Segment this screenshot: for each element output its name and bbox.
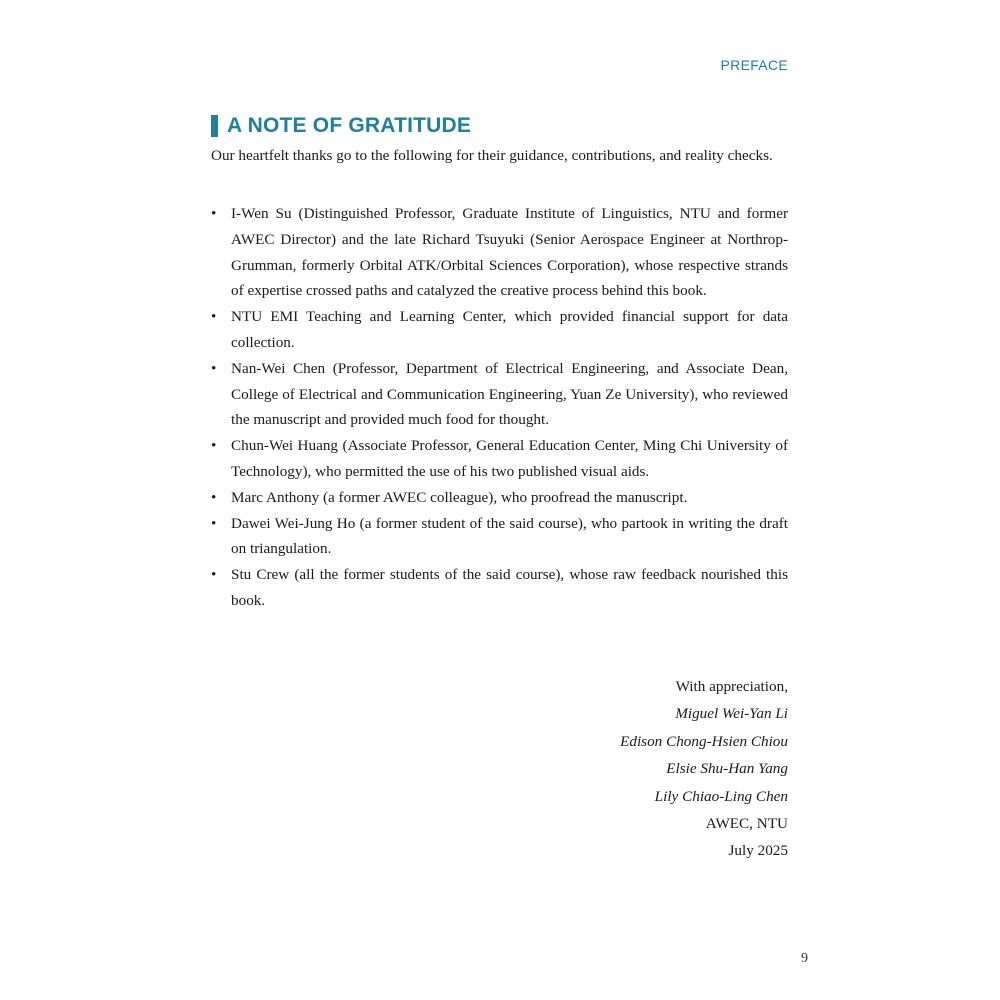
list-item	[211, 511, 788, 563]
list-item	[211, 201, 788, 304]
signatory-name: Miguel Wei-Yan Li	[675, 705, 788, 723]
bullet-icon: •	[211, 205, 217, 222]
date: July 2025	[728, 842, 788, 860]
section-heading	[211, 114, 471, 138]
list-item-text: NTU EMI Teaching and Learning Center, which provided financial support for data collection.	[231, 308, 788, 351]
acknowledgement-list	[211, 201, 788, 614]
bullet-icon: •	[211, 308, 217, 326]
page-number: 9	[801, 951, 808, 966]
heading-accent-bar	[211, 115, 218, 137]
signatory-name: Elsie Shu-Han Yang	[666, 760, 788, 778]
running-head: PREFACE	[720, 57, 788, 73]
signatory-name: Edison Chong-Hsien Chiou	[620, 732, 788, 750]
list-item-text: Stu Crew (all the former students of the said course), whose raw feedback nourished this book.	[231, 566, 788, 609]
list-item	[211, 304, 788, 356]
bullet-icon: •	[211, 514, 217, 532]
intro-paragraph: Our heartfelt thanks go to the following for their guidance, contributions, and reality checks.	[211, 147, 773, 164]
list-item-text: Chun-Wei Huang (Associate Professor, General Education Center, Ming Chi University of Technology), who permitted the use of his two published visual aids.	[231, 437, 788, 480]
organization: AWEC, NTU	[705, 815, 788, 833]
section-title: A NOTE OF GRATITUDE	[227, 114, 472, 137]
list-item	[211, 356, 788, 433]
list-item	[211, 562, 788, 614]
list-item-text: Dawei Wei-Jung Ho (a former student of the said course), who partook in writing the draft on triangulation.	[231, 514, 788, 558]
bullet-icon: •	[211, 488, 217, 506]
closing-line: With appreciation,	[675, 678, 788, 695]
bullet-icon: •	[211, 437, 217, 455]
list-item-text: I-Wen Su (Distinguished Professor, Graduate Institute of Linguistics, NTU and former AWEC Director) and the late Richard Tsuyuki (Senior Aerospace Engineer at Northrop-Grumman, formerly Orbital ATK/Orbital Sciences Corporation), whose respective strands of expertise crossed paths and catalyzed the creative process behind this book.	[231, 205, 788, 300]
list-item-text: Marc Anthony (a former AWEC colleague), who proofread the manuscript.	[231, 488, 688, 506]
bullet-icon: •	[211, 359, 217, 377]
list-item	[211, 485, 788, 511]
list-item	[211, 433, 788, 485]
signoff-block	[620, 673, 788, 865]
signatory-name: Lily Chiao-Ling Chen	[654, 787, 788, 805]
list-item-text: Nan-Wei Chen (Professor, Department of Electrical Engineering, and Associate Dean, College of Electrical and Communication Engineering, Yuan Ze University), who reviewed the manuscript and provided much food for thought.	[231, 359, 788, 429]
bullet-icon: •	[211, 566, 217, 584]
